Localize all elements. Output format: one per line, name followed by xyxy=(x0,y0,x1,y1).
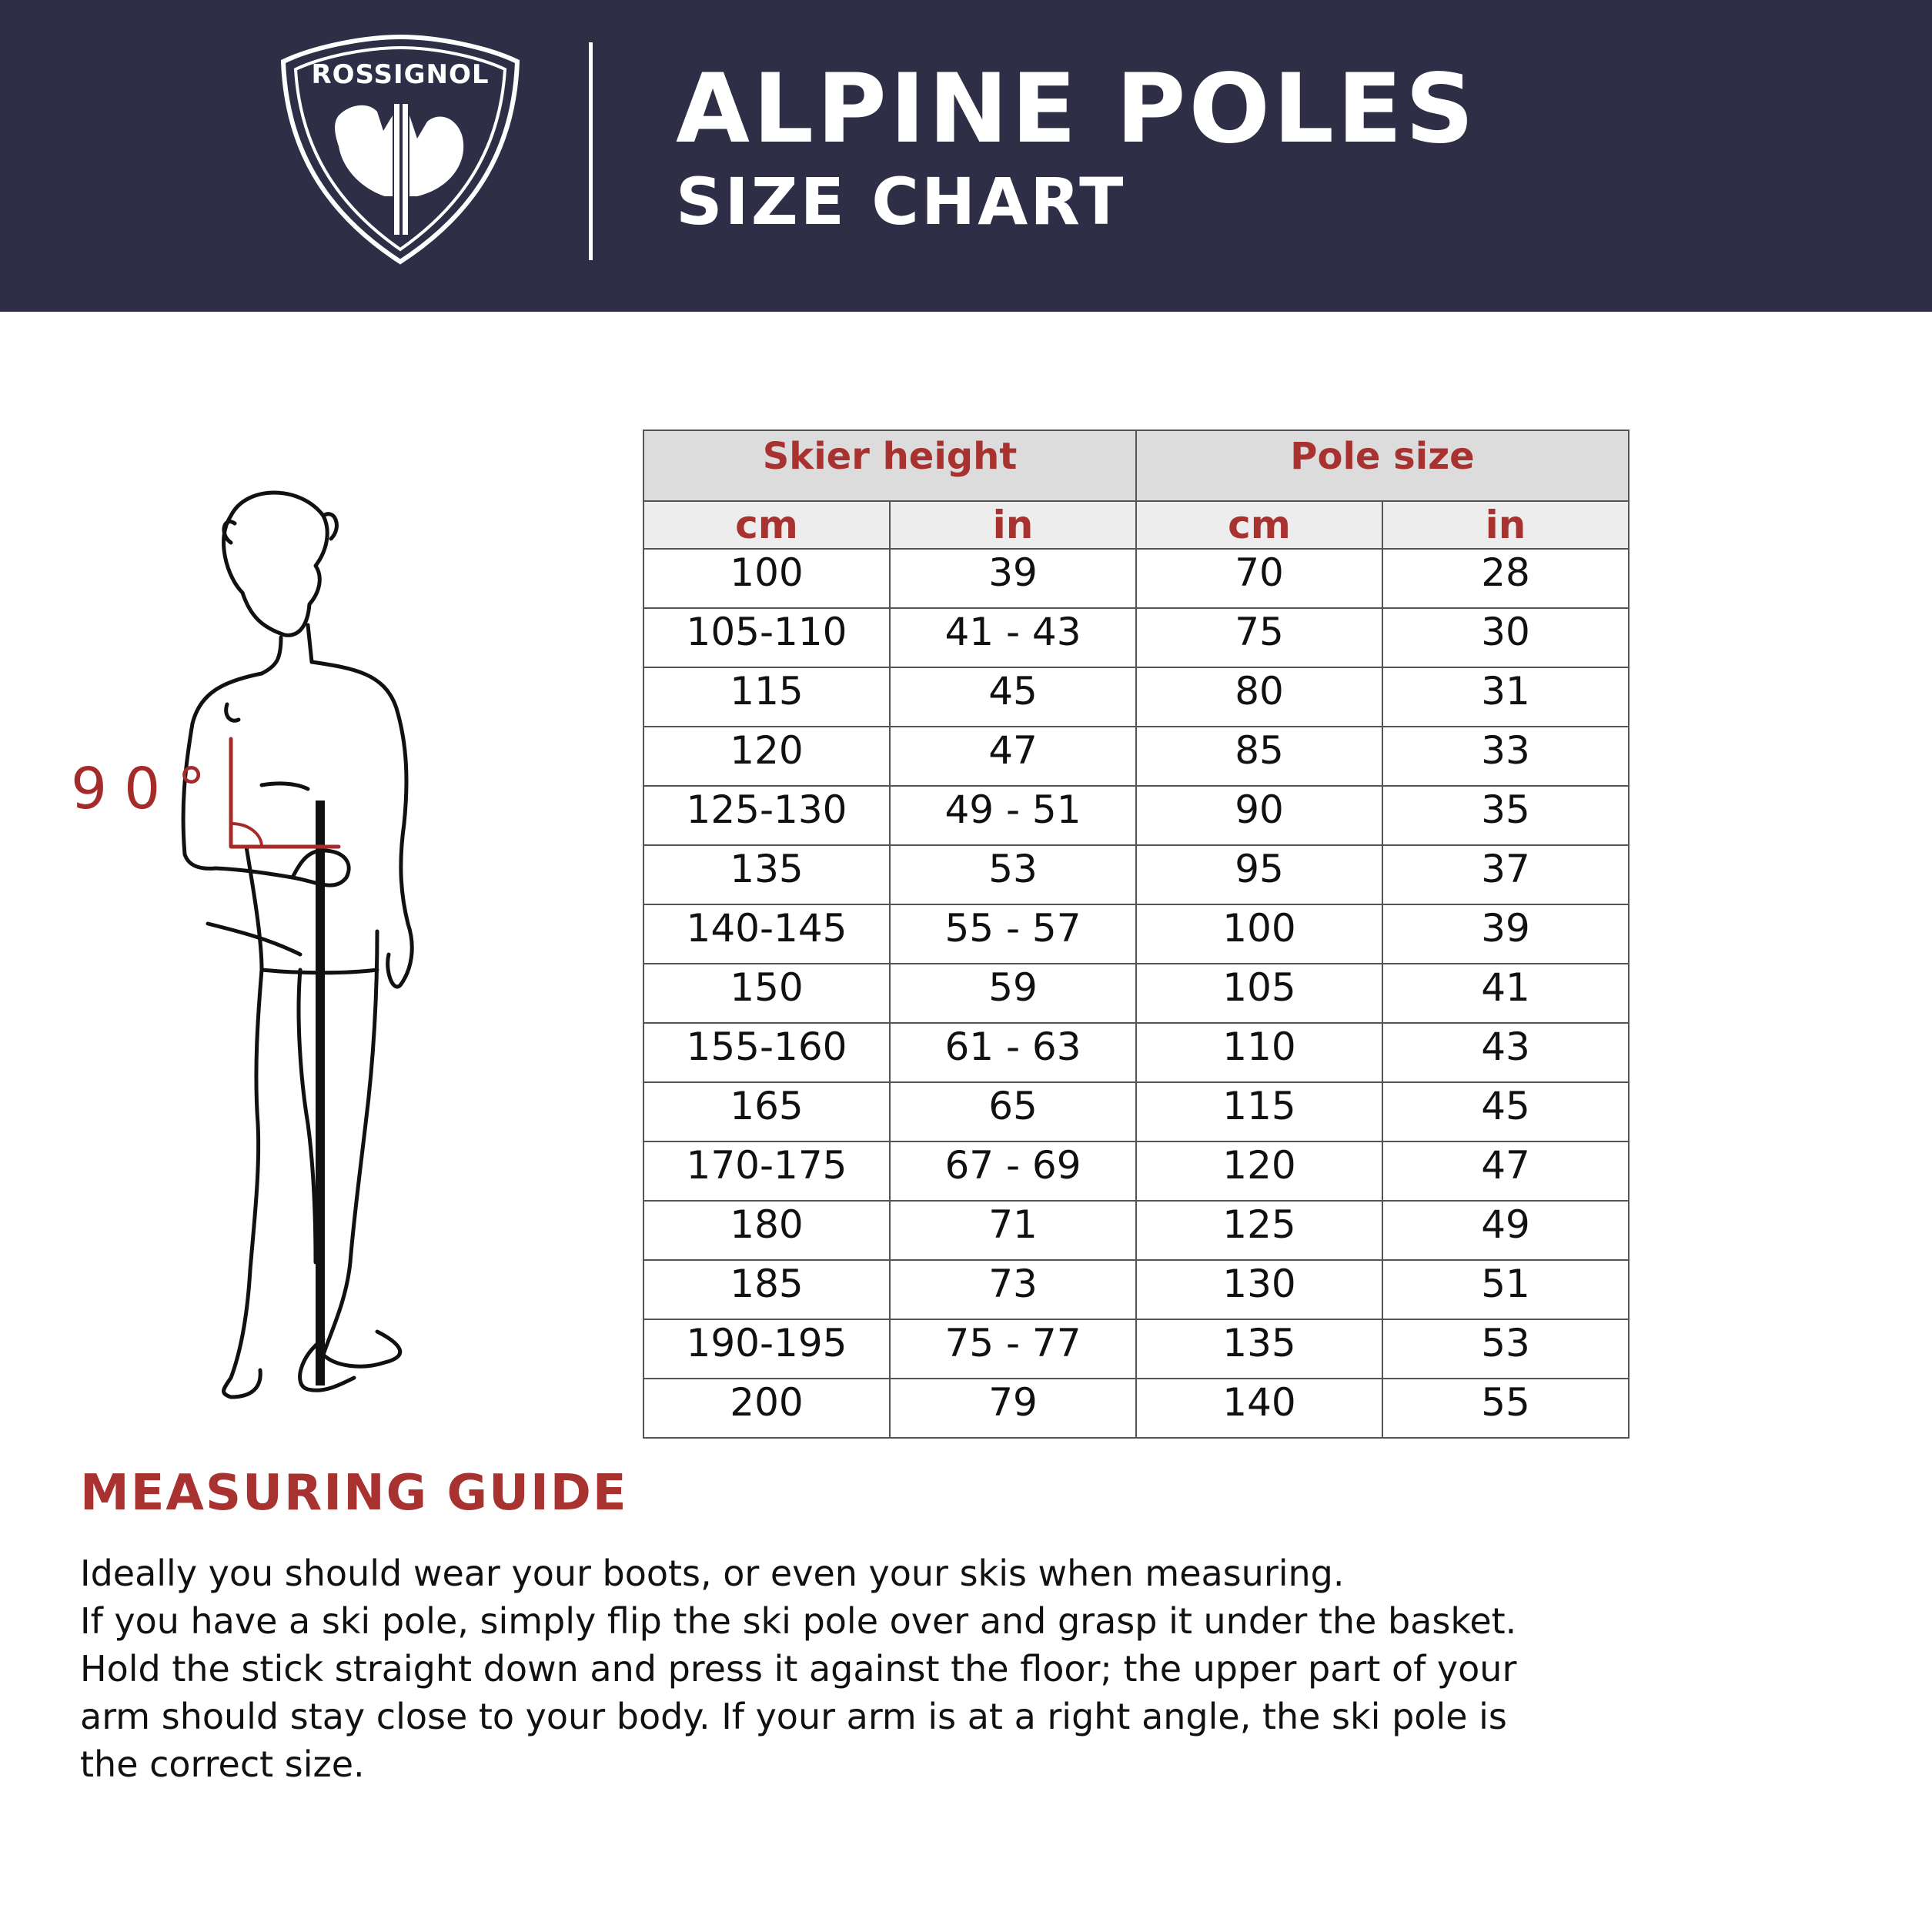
pole-in: 43 xyxy=(1382,1023,1629,1082)
skier-cm: 155-160 xyxy=(643,1023,890,1082)
skier-in: 71 xyxy=(890,1201,1136,1260)
pole-cm: 135 xyxy=(1136,1319,1382,1379)
skier-cm: 125-130 xyxy=(643,786,890,845)
pole-in: 28 xyxy=(1382,549,1629,608)
pole-cm: 80 xyxy=(1136,667,1382,727)
table-row xyxy=(643,727,1629,786)
unit-skier-cm: cm xyxy=(643,501,890,549)
pole-in: 53 xyxy=(1382,1319,1629,1379)
pole-cm: 115 xyxy=(1136,1082,1382,1141)
skier-cm: 115 xyxy=(643,667,890,727)
pole-in: 49 xyxy=(1382,1201,1629,1260)
pole-cm: 100 xyxy=(1136,904,1382,964)
skier-in: 55 - 57 xyxy=(890,904,1136,964)
logo-wordmark: ROSSIGNOL xyxy=(311,59,490,90)
skier-in: 73 xyxy=(890,1260,1136,1319)
skier-cm: 190-195 xyxy=(643,1319,890,1379)
table-row xyxy=(643,1319,1629,1379)
skier-in: 47 xyxy=(890,727,1136,786)
guide-line: the correct size. xyxy=(80,1743,365,1785)
skier-in: 65 xyxy=(890,1082,1136,1141)
skier-in: 39 xyxy=(890,549,1136,608)
table-row xyxy=(643,904,1629,964)
skier-in: 45 xyxy=(890,667,1136,727)
header-banner xyxy=(0,0,1932,312)
pole-cm: 105 xyxy=(1136,964,1382,1023)
pole-cm: 70 xyxy=(1136,549,1382,608)
pole-cm: 95 xyxy=(1136,845,1382,904)
pole-in: 37 xyxy=(1382,845,1629,904)
pole-cm: 85 xyxy=(1136,727,1382,786)
rossignol-logo xyxy=(277,31,523,269)
measuring-guide-text xyxy=(80,1549,1850,1788)
unit-skier-in: in xyxy=(890,501,1136,549)
pole-cm: 140 xyxy=(1136,1379,1382,1438)
skier-in: 53 xyxy=(890,845,1136,904)
pole-cm: 120 xyxy=(1136,1141,1382,1201)
right-angle-label: 90° xyxy=(71,756,223,822)
table-row xyxy=(643,1082,1629,1141)
header-skier-height: Skier height xyxy=(643,430,1136,501)
skier-cm: 120 xyxy=(643,727,890,786)
skier-in: 79 xyxy=(890,1379,1136,1438)
pole-in: 41 xyxy=(1382,964,1629,1023)
pole-in: 47 xyxy=(1382,1141,1629,1201)
skier-in: 41 - 43 xyxy=(890,608,1136,667)
pole-cm: 125 xyxy=(1136,1201,1382,1260)
skier-in: 49 - 51 xyxy=(890,786,1136,845)
pole-cm: 130 xyxy=(1136,1260,1382,1319)
skier-cm: 105-110 xyxy=(643,608,890,667)
table-row xyxy=(643,1023,1629,1082)
skier-cm: 170-175 xyxy=(643,1141,890,1201)
skier-cm: 180 xyxy=(643,1201,890,1260)
skier-cm: 135 xyxy=(643,845,890,904)
pole-in: 51 xyxy=(1382,1260,1629,1319)
table-row xyxy=(643,1141,1629,1201)
measuring-guide-heading: MEASURING GUIDE xyxy=(80,1465,628,1522)
pole-in: 31 xyxy=(1382,667,1629,727)
table-row xyxy=(643,549,1629,608)
page-subtitle: SIZE CHART xyxy=(676,164,1126,239)
skier-in: 61 - 63 xyxy=(890,1023,1136,1082)
pole-cm: 110 xyxy=(1136,1023,1382,1082)
skier-cm: 200 xyxy=(643,1379,890,1438)
size-chart-table xyxy=(643,430,1629,1439)
guide-line: arm should stay close to your body. If your arm is at a right angle, the ski pole is xyxy=(80,1696,1507,1737)
skier-cm: 165 xyxy=(643,1082,890,1141)
skier-cm: 150 xyxy=(643,964,890,1023)
guide-line: Hold the stick straight down and press it against the floor; the upper part of your xyxy=(80,1648,1517,1690)
header-pole-size: Pole size xyxy=(1136,430,1629,501)
pole-in: 39 xyxy=(1382,904,1629,964)
skier-in: 59 xyxy=(890,964,1136,1023)
table-row xyxy=(643,1379,1629,1438)
pole-cm: 75 xyxy=(1136,608,1382,667)
skier-measuring-illustration xyxy=(69,462,608,1439)
page-title: ALPINE POLES xyxy=(676,54,1477,165)
pole-in: 33 xyxy=(1382,727,1629,786)
table-row xyxy=(643,1201,1629,1260)
unit-pole-cm: cm xyxy=(1136,501,1382,549)
skier-cm: 100 xyxy=(643,549,890,608)
table-row xyxy=(643,667,1629,727)
header-divider xyxy=(589,42,593,260)
table-row xyxy=(643,845,1629,904)
skier-cm: 140-145 xyxy=(643,904,890,964)
pole-in: 55 xyxy=(1382,1379,1629,1438)
guide-line: Ideally you should wear your boots, or even your skis when measuring. xyxy=(80,1553,1345,1594)
table-row xyxy=(643,608,1629,667)
skier-in: 67 - 69 xyxy=(890,1141,1136,1201)
pole-in: 30 xyxy=(1382,608,1629,667)
table-row xyxy=(643,1260,1629,1319)
skier-in: 75 - 77 xyxy=(890,1319,1136,1379)
pole-in: 35 xyxy=(1382,786,1629,845)
pole-cm: 90 xyxy=(1136,786,1382,845)
skier-cm: 185 xyxy=(643,1260,890,1319)
unit-pole-in: in xyxy=(1382,501,1629,549)
pole-in: 45 xyxy=(1382,1082,1629,1141)
table-row xyxy=(643,786,1629,845)
guide-line: If you have a ski pole, simply flip the ski pole over and grasp it under the basket. xyxy=(80,1600,1517,1642)
table-row xyxy=(643,964,1629,1023)
